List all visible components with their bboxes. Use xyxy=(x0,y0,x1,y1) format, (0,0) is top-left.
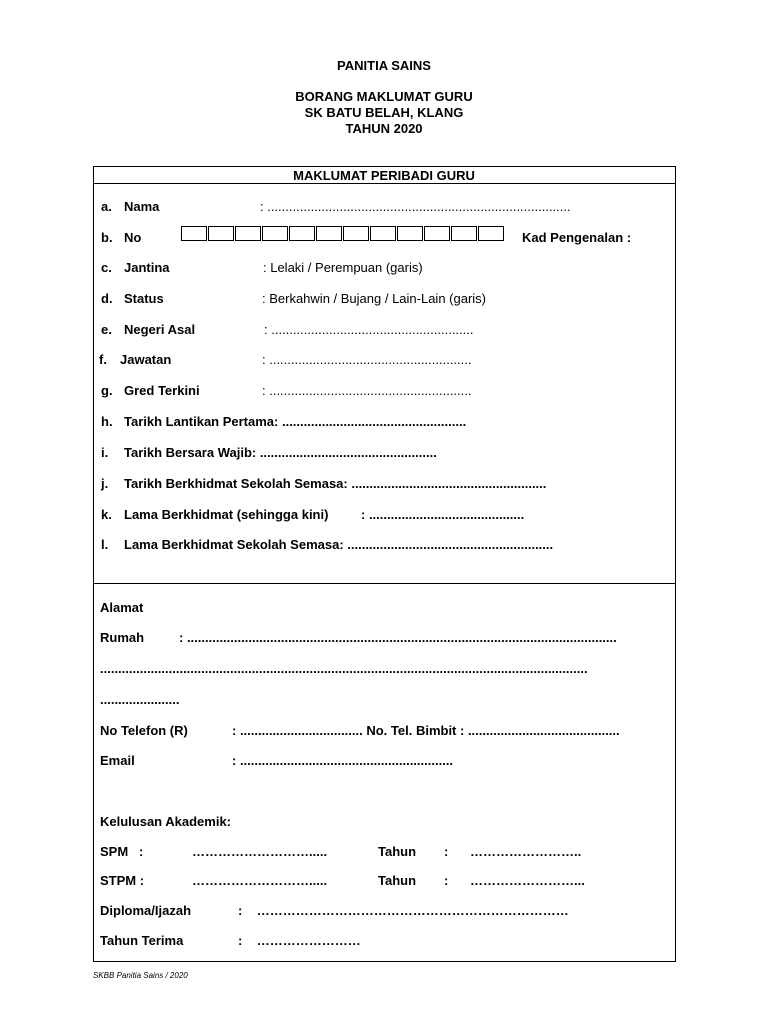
letter-e: e. xyxy=(101,322,112,337)
field-address-line3[interactable]: ...................... xyxy=(100,692,180,707)
ic-digit-box[interactable] xyxy=(181,226,207,241)
field-lama-berkhidmat[interactable]: : ........................................... xyxy=(361,507,525,522)
label-no-telefon: No Telefon (R) xyxy=(100,723,188,738)
field-address-line2[interactable]: ....................................................................................................................................... xyxy=(100,661,588,676)
letter-d: d. xyxy=(101,291,113,306)
letter-b: b. xyxy=(101,230,113,245)
field-gred-terkini[interactable]: : ........................................................ xyxy=(262,383,472,398)
label-tahun-stpm: Tahun xyxy=(378,873,417,888)
field-jantina[interactable]: : Lelaki / Perempuan (garis) xyxy=(263,260,423,275)
field-jawatan[interactable]: : ........................................................ xyxy=(262,352,472,367)
label-stpm: STPM : xyxy=(100,873,145,888)
label-email: Email xyxy=(100,753,135,768)
label-kelulusan: Kelulusan Akademik: xyxy=(100,814,232,829)
ic-digit-box[interactable] xyxy=(424,226,450,241)
letter-h: h. xyxy=(101,414,113,429)
field-tarikh-bersara[interactable]: Tarikh Bersara Wajib: ................................................. xyxy=(124,445,437,460)
label-kad-pengenalan: Kad Pengenalan : xyxy=(522,230,632,245)
label-diploma: Diploma/Ijazah xyxy=(100,903,192,918)
field-tahun-stpm[interactable]: : ……………………... xyxy=(444,873,585,888)
field-negeri-asal[interactable]: : ........................................................ xyxy=(264,322,474,337)
field-telefon[interactable]: : .................................. No. Tel. Bimbit : .......................................... xyxy=(232,723,620,738)
label-nama: Nama xyxy=(124,199,160,214)
label-no: No xyxy=(124,230,142,245)
page-footer: SKBB Panitia Sains / 2020 xyxy=(93,971,188,980)
label-rumah: Rumah xyxy=(100,630,145,645)
letter-f: f. xyxy=(99,352,107,367)
field-tarikh-berkhidmat[interactable]: Tarikh Berkhidmat Sekolah Semasa: ...................................................... xyxy=(124,476,547,491)
field-nama[interactable]: : .................................................................................... xyxy=(260,199,571,214)
section-title: MAKLUMAT PERIBADI GURU xyxy=(293,168,475,183)
field-spm[interactable]: ………………………..... xyxy=(192,844,328,859)
ic-digit-box[interactable] xyxy=(397,226,423,241)
letter-i: i. xyxy=(101,445,109,460)
label-status: Status xyxy=(124,291,164,306)
field-rumah[interactable]: : ....................................................................................................................... xyxy=(179,630,617,645)
field-diploma[interactable]: : ……………………………………………………………… xyxy=(238,903,569,918)
label-gred-terkini: Gred Terkini xyxy=(124,383,200,398)
label-lama-berkhidmat: Lama Berkhidmat (sehingga kini) xyxy=(124,507,329,522)
org-title: PANITIA SAINS xyxy=(337,58,431,73)
field-tahun-spm[interactable]: : …………………….. xyxy=(444,844,582,859)
ic-digit-box[interactable] xyxy=(235,226,261,241)
ic-digit-box[interactable] xyxy=(289,226,315,241)
label-spm: SPM : xyxy=(100,844,144,859)
label-jantina: Jantina xyxy=(124,260,170,275)
field-lama-berkhidmat-sekolah[interactable]: Lama Berkhidmat Sekolah Semasa: ......................................................... xyxy=(124,537,554,552)
ic-digit-box[interactable] xyxy=(208,226,234,241)
letter-c: c. xyxy=(101,260,112,275)
ic-digit-box[interactable] xyxy=(478,226,504,241)
label-jawatan: Jawatan xyxy=(120,352,172,367)
ic-digit-box[interactable] xyxy=(316,226,342,241)
field-tarikh-lantikan[interactable]: Tarikh Lantikan Pertama: ................................................... xyxy=(124,414,467,429)
ic-digit-box[interactable] xyxy=(451,226,477,241)
letter-k: k. xyxy=(101,507,112,522)
field-tahun-terima[interactable]: : …………………… xyxy=(238,933,361,948)
label-negeri-asal: Negeri Asal xyxy=(124,322,196,337)
field-stpm[interactable]: ………………………..... xyxy=(192,873,328,888)
year-title: TAHUN 2020 xyxy=(345,121,423,136)
letter-a: a. xyxy=(101,199,112,214)
field-email[interactable]: : ........................................................... xyxy=(232,753,454,768)
ic-digit-box[interactable] xyxy=(262,226,288,241)
ic-digit-box[interactable] xyxy=(343,226,369,241)
field-status[interactable]: : Berkahwin / Bujang / Lain-Lain (garis) xyxy=(262,291,487,306)
label-tahun-spm: Tahun xyxy=(378,844,417,859)
letter-j: j. xyxy=(101,476,109,491)
label-alamat: Alamat xyxy=(100,600,144,615)
label-tahun-terima: Tahun Terima xyxy=(100,933,184,948)
letter-l: l. xyxy=(101,537,109,552)
form-title: BORANG MAKLUMAT GURU xyxy=(295,89,473,104)
letter-g: g. xyxy=(101,383,113,398)
ic-digit-box[interactable] xyxy=(370,226,396,241)
school-name: SK BATU BELAH, KLANG xyxy=(304,105,464,120)
